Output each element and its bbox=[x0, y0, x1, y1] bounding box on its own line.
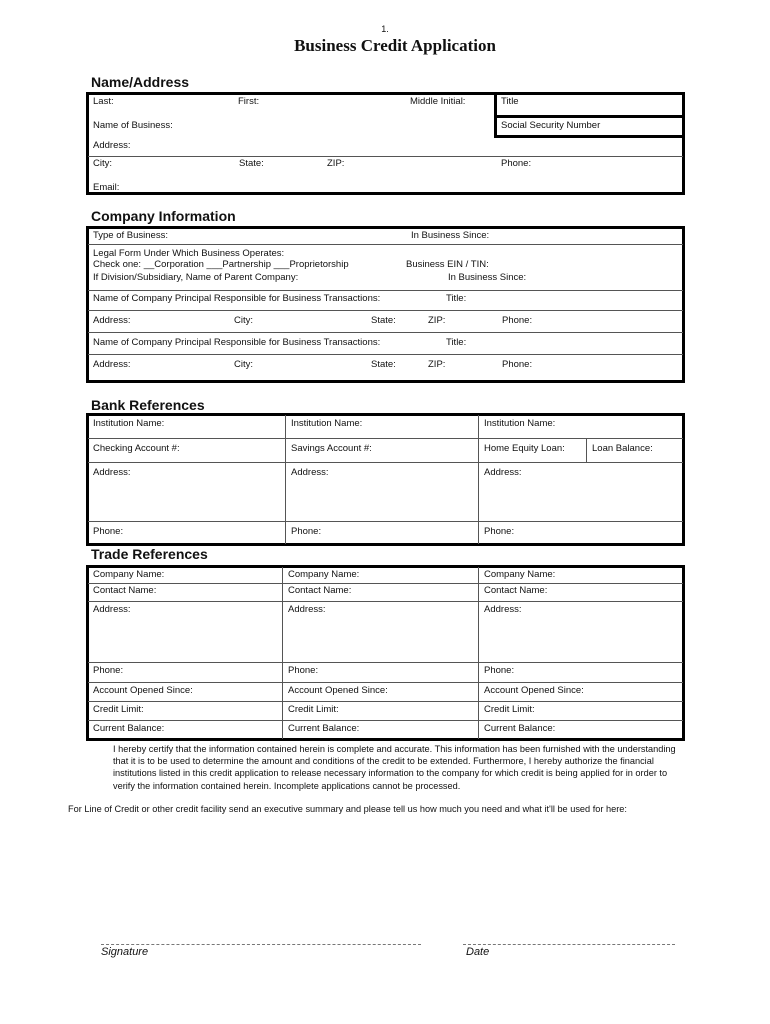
bank-references-heading: Bank References bbox=[91, 397, 205, 413]
first-name-field[interactable]: First: bbox=[238, 96, 260, 107]
date-line[interactable] bbox=[463, 944, 675, 945]
trade-3-account-opened-field[interactable]: Account Opened Since: bbox=[484, 685, 584, 696]
principal-name-field-1[interactable]: Name of Company Principal Responsible for Business Transactions: bbox=[93, 293, 381, 304]
bank-1-phone-field[interactable]: Phone: bbox=[93, 526, 124, 537]
state-field[interactable]: State: bbox=[239, 158, 264, 169]
principal-address-field-1[interactable]: Address: bbox=[93, 315, 131, 326]
trade-2-current-balance-field[interactable]: Current Balance: bbox=[288, 723, 360, 734]
trade-3-contact-field[interactable]: Contact Name: bbox=[484, 585, 548, 596]
divider bbox=[88, 438, 683, 439]
form-title: Business Credit Application bbox=[294, 36, 496, 55]
phone-field[interactable]: Phone: bbox=[501, 158, 532, 169]
email-field[interactable]: Email: bbox=[93, 182, 120, 193]
principal-zip-field-1[interactable]: ZIP: bbox=[428, 315, 446, 326]
trade-2-credit-limit-field[interactable]: Credit Limit: bbox=[288, 704, 339, 715]
divider bbox=[285, 415, 286, 544]
divider bbox=[494, 115, 684, 118]
trade-1-account-opened-field[interactable]: Account Opened Since: bbox=[93, 685, 193, 696]
divider bbox=[282, 567, 283, 739]
divider bbox=[494, 92, 497, 117]
title-field[interactable]: Title bbox=[501, 96, 519, 107]
principal-title-field-2[interactable]: Title: bbox=[446, 337, 467, 348]
trade-references-heading: Trade References bbox=[91, 546, 208, 562]
divider bbox=[88, 156, 683, 157]
trade-1-contact-field[interactable]: Contact Name: bbox=[93, 585, 157, 596]
trade-2-account-opened-field[interactable]: Account Opened Since: bbox=[288, 685, 388, 696]
company-info-heading: Company Information bbox=[91, 208, 236, 224]
trade-2-contact-field[interactable]: Contact Name: bbox=[288, 585, 352, 596]
bank-1-address-field[interactable]: Address: bbox=[93, 467, 131, 478]
ein-field[interactable]: Business EIN / TIN: bbox=[406, 259, 489, 270]
divider bbox=[88, 290, 683, 291]
bank-references-box bbox=[86, 413, 685, 546]
trade-references-box bbox=[86, 565, 685, 741]
parent-in-business-since-field[interactable]: In Business Since: bbox=[448, 272, 527, 283]
address-field[interactable]: Address: bbox=[93, 140, 131, 151]
divider bbox=[88, 682, 683, 683]
home-equity-loan-field[interactable]: Home Equity Loan: bbox=[484, 443, 565, 454]
zip-field[interactable]: ZIP: bbox=[327, 158, 345, 169]
trade-1-address-field[interactable]: Address: bbox=[93, 604, 131, 615]
principal-city-field-1[interactable]: City: bbox=[234, 315, 253, 326]
legal-form-checkboxes[interactable]: Check one: __Corporation ___Partnership ___Proprietorship bbox=[93, 259, 349, 270]
credit-facility-instructions: For Line of Credit or other credit facility send an executive summary and please tell us how much you need and what it'll be used for here: bbox=[68, 804, 627, 814]
page-number: 1. bbox=[381, 24, 389, 34]
divider bbox=[88, 310, 683, 311]
trade-1-credit-limit-field[interactable]: Credit Limit: bbox=[93, 704, 144, 715]
trade-3-current-balance-field[interactable]: Current Balance: bbox=[484, 723, 556, 734]
trade-3-company-field[interactable]: Company Name: bbox=[484, 569, 556, 580]
ssn-field[interactable]: Social Security Number bbox=[501, 120, 601, 131]
bank-2-address-field[interactable]: Address: bbox=[291, 467, 329, 478]
trade-3-address-field[interactable]: Address: bbox=[484, 604, 522, 615]
bank-3-institution-field[interactable]: Institution Name: bbox=[484, 418, 556, 429]
principal-phone-field-2[interactable]: Phone: bbox=[502, 359, 533, 370]
trade-2-company-field[interactable]: Company Name: bbox=[288, 569, 360, 580]
divider bbox=[88, 583, 683, 584]
signature-label: Signature bbox=[101, 946, 149, 958]
trade-1-phone-field[interactable]: Phone: bbox=[93, 665, 124, 676]
principal-title-field-1[interactable]: Title: bbox=[446, 293, 467, 304]
middle-initial-field[interactable]: Middle Initial: bbox=[410, 96, 466, 107]
checking-account-field[interactable]: Checking Account #: bbox=[93, 443, 180, 454]
trade-1-company-field[interactable]: Company Name: bbox=[93, 569, 165, 580]
divider bbox=[88, 521, 683, 522]
divider bbox=[494, 135, 684, 138]
name-address-heading: Name/Address bbox=[91, 74, 190, 90]
trade-1-current-balance-field[interactable]: Current Balance: bbox=[93, 723, 165, 734]
divider bbox=[88, 354, 683, 355]
loan-balance-field[interactable]: Loan Balance: bbox=[592, 443, 653, 454]
city-field[interactable]: City: bbox=[93, 158, 112, 169]
type-of-business-field[interactable]: Type of Business: bbox=[93, 230, 168, 241]
trade-3-phone-field[interactable]: Phone: bbox=[484, 665, 515, 676]
legal-form-label: Legal Form Under Which Business Operates: bbox=[93, 248, 285, 259]
divider bbox=[478, 567, 479, 739]
principal-state-field-1[interactable]: State: bbox=[371, 315, 396, 326]
divider bbox=[88, 462, 683, 463]
bank-3-address-field[interactable]: Address: bbox=[484, 467, 522, 478]
parent-company-field[interactable]: If Division/Subsidiary, Name of Parent Company: bbox=[93, 272, 299, 283]
last-name-field[interactable]: Last: bbox=[93, 96, 114, 107]
divider bbox=[88, 601, 683, 602]
principal-zip-field-2[interactable]: ZIP: bbox=[428, 359, 446, 370]
divider bbox=[88, 701, 683, 702]
name-address-box bbox=[86, 92, 685, 195]
trade-2-address-field[interactable]: Address: bbox=[288, 604, 326, 615]
principal-state-field-2[interactable]: State: bbox=[371, 359, 396, 370]
divider bbox=[586, 438, 587, 462]
bank-1-institution-field[interactable]: Institution Name: bbox=[93, 418, 165, 429]
bank-2-institution-field[interactable]: Institution Name: bbox=[291, 418, 363, 429]
business-name-field[interactable]: Name of Business: bbox=[93, 120, 173, 131]
trade-3-credit-limit-field[interactable]: Credit Limit: bbox=[484, 704, 535, 715]
date-label: Date bbox=[466, 946, 490, 958]
bank-2-phone-field[interactable]: Phone: bbox=[291, 526, 322, 537]
signature-line[interactable] bbox=[101, 944, 421, 945]
divider bbox=[88, 244, 683, 245]
bank-3-phone-field[interactable]: Phone: bbox=[484, 526, 515, 537]
principal-city-field-2[interactable]: City: bbox=[234, 359, 253, 370]
principal-phone-field-1[interactable]: Phone: bbox=[502, 315, 533, 326]
principal-name-field-2[interactable]: Name of Company Principal Responsible for Business Transactions: bbox=[93, 337, 381, 348]
certification-text: I hereby certify that the information contained herein is complete and accurate. This information has been furnished with the understanding that it is to be used to determine the amount and conditions of the credit to be extended. Furthermore, I hereby authorize the financial institutions listed in this credit application to release necessary information to the company for which credit is being applied for in order to verify the information contained herein. Incomplete applications cannot be processed. bbox=[113, 744, 676, 791]
divider bbox=[88, 662, 683, 663]
in-business-since-field[interactable]: In Business Since: bbox=[411, 230, 490, 241]
trade-2-phone-field[interactable]: Phone: bbox=[288, 665, 319, 676]
divider bbox=[88, 720, 683, 721]
savings-account-field[interactable]: Savings Account #: bbox=[291, 443, 372, 454]
divider bbox=[494, 117, 497, 137]
divider bbox=[478, 415, 479, 544]
principal-address-field-2[interactable]: Address: bbox=[93, 359, 131, 370]
divider bbox=[88, 332, 683, 333]
